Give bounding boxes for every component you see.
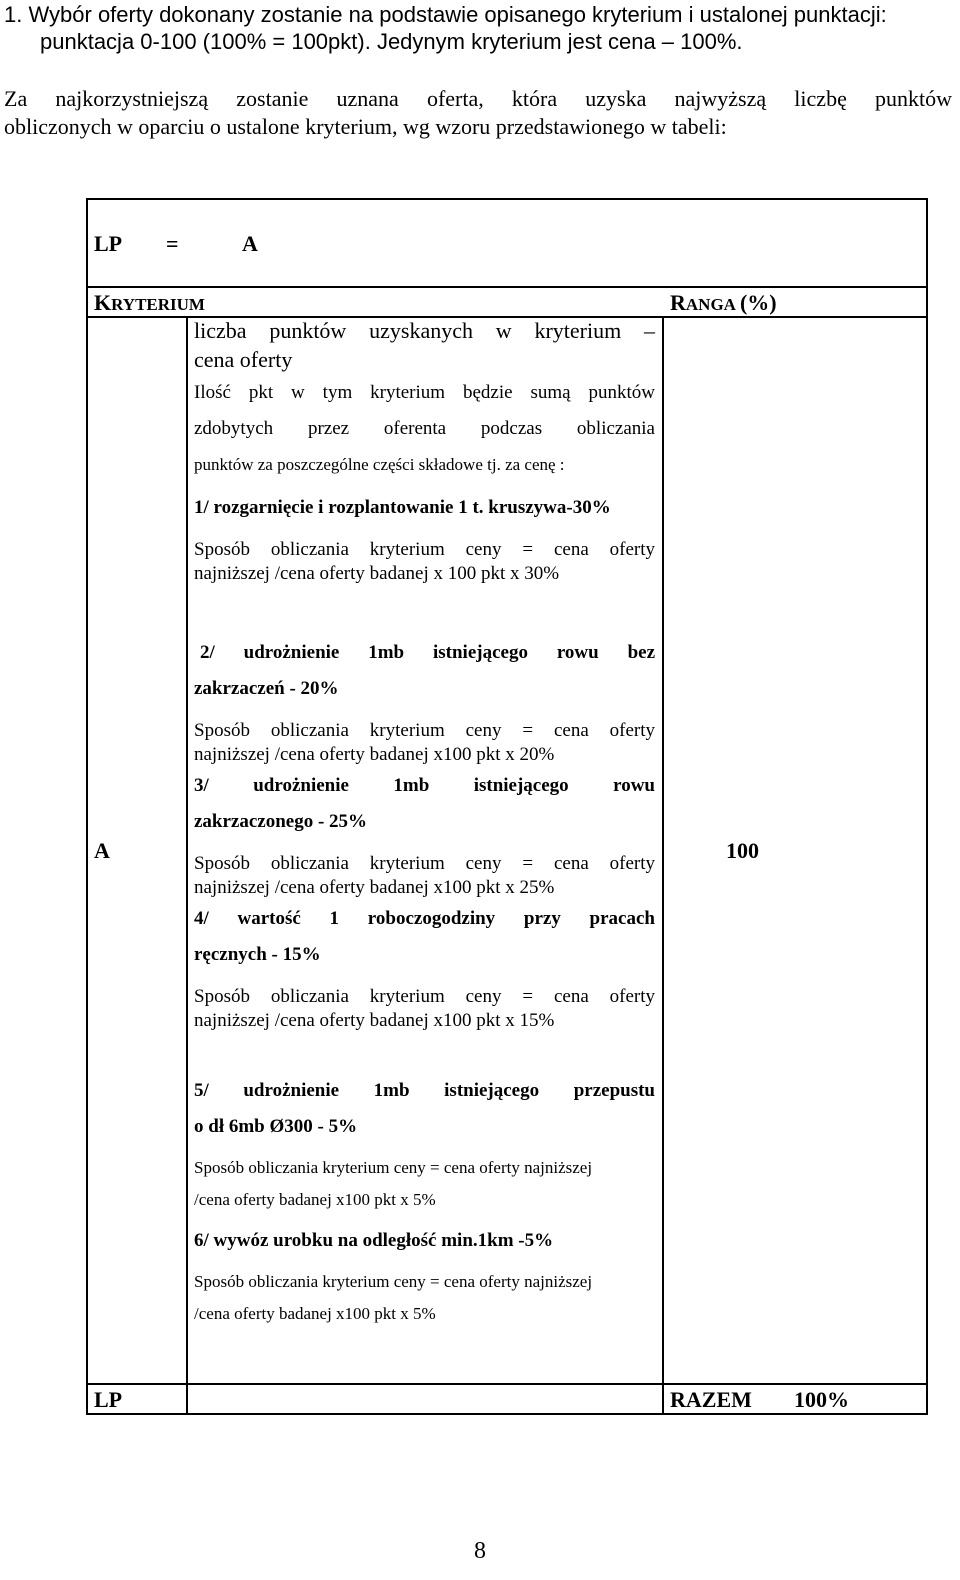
table-border-left bbox=[86, 198, 88, 1415]
formula-equals: = bbox=[166, 231, 179, 256]
criterion-1-title: 1/ rozgarnięcie i rozplantowanie 1 t. kruszywa-30% bbox=[194, 497, 611, 518]
criterion-2-title-line-2: zakrzaczeń - 20% bbox=[194, 678, 339, 699]
table-border-right bbox=[926, 198, 928, 1415]
criterion-5-title-line-2: o dł 6mb Ø300 - 5% bbox=[194, 1116, 358, 1137]
table-column-divider-2 bbox=[662, 316, 664, 1415]
formula-lp: LP bbox=[94, 231, 123, 256]
table-border-bottom bbox=[86, 1413, 928, 1415]
criteria-desc-line-2: zdobytych przez oferenta podczas obliczania bbox=[194, 418, 655, 439]
criterion-5-formula-line-1: Sposób obliczania kryterium ceny = cena oferty najniższej bbox=[194, 1158, 593, 1177]
header-kryterium: KRYTERIUM bbox=[94, 290, 205, 315]
footer-total: 100% bbox=[794, 1387, 849, 1412]
criterion-6-title: 6/ wywóz urobku na odległość min.1km -5% bbox=[194, 1230, 554, 1251]
formula-a: A bbox=[242, 231, 258, 256]
table-row-divider-1 bbox=[86, 286, 928, 288]
criterion-4-title-line-1: 4/ wartość 1 roboczogodziny przy pracach bbox=[194, 908, 655, 929]
table-column-divider-1 bbox=[186, 316, 188, 1415]
criteria-intro-line-1: liczba punktów uzyskanych w kryterium – bbox=[194, 318, 655, 343]
criterion-1-formula-line-1: Sposób obliczania kryterium ceny = cena oferty bbox=[194, 539, 655, 560]
table-border-top bbox=[86, 198, 928, 200]
criteria-intro-line-2: cena oferty bbox=[194, 347, 293, 372]
footer-razem: RAZEM bbox=[670, 1387, 752, 1412]
table-row-divider-3 bbox=[86, 1383, 928, 1385]
criterion-4-formula-line-2: najniższej /cena oferty badanej x100 pkt x 15% bbox=[194, 1010, 555, 1031]
criterion-6-formula-line-2: /cena oferty badanej x100 pkt x 5% bbox=[194, 1304, 436, 1323]
criterion-3-formula-line-1: Sposób obliczania kryterium ceny = cena oferty bbox=[194, 853, 655, 874]
footer-lp: LP bbox=[94, 1387, 123, 1412]
criteria-desc-line-3: punktów za poszczególne części składowe tj. za cenę : bbox=[194, 455, 565, 474]
intro-paragraph-line-1: Za najkorzystniejszą zostanie uznana oferta, która uzyska najwyższą liczbę punktów bbox=[4, 86, 952, 111]
page-number: 8 bbox=[474, 1538, 486, 1564]
criterion-2-title-line-1: 2/ udrożnienie 1mb istniejącego rowu bez bbox=[200, 642, 655, 663]
criterion-3-title-line-2: zakrzaczonego - 25% bbox=[194, 811, 368, 832]
criterion-2-formula-line-2: najniższej /cena oferty badanej x100 pkt x 20% bbox=[194, 744, 555, 765]
criterion-3-formula-line-2: najniższej /cena oferty badanej x100 pkt x 25% bbox=[194, 877, 555, 898]
criterion-4-formula-line-1: Sposób obliczania kryterium ceny = cena oferty bbox=[194, 986, 655, 1007]
intro-item-line-1: 1. Wybór oferty dokonany zostanie na podstawie opisanego kryterium i ustalonej punktacji: bbox=[4, 2, 887, 27]
intro-item-line-2: punktacja 0-100 (100% = 100pkt). Jedynym kryterium jest cena – 100%. bbox=[40, 29, 743, 54]
criterion-5-formula-line-2: /cena oferty badanej x100 pkt x 5% bbox=[194, 1190, 436, 1209]
header-ranga: RANGA (%) bbox=[670, 290, 777, 315]
ranga-value: 100 bbox=[726, 838, 759, 863]
criterion-3-title-line-1: 3/ udrożnienie 1mb istniejącego rowu bbox=[194, 775, 655, 796]
criterion-2-formula-line-1: Sposób obliczania kryterium ceny = cena oferty bbox=[194, 720, 655, 741]
criterion-4-title-line-2: ręcznych - 15% bbox=[194, 944, 321, 965]
criterion-6-formula-line-1: Sposób obliczania kryterium ceny = cena oferty najniższej bbox=[194, 1272, 593, 1291]
criteria-desc-line-1: Ilość pkt w tym kryterium będzie sumą punktów bbox=[194, 382, 655, 403]
criterion-1-formula-line-2: najniższej /cena oferty badanej x 100 pkt x 30% bbox=[194, 563, 560, 584]
intro-paragraph-line-2: obliczonych w oparciu o ustalone kryterium, wg wzoru przedstawionego w tabeli: bbox=[4, 114, 727, 139]
row-label-a: A bbox=[94, 838, 110, 863]
criterion-5-title-line-1: 5/ udrożnienie 1mb istniejącego przepustu bbox=[194, 1080, 655, 1101]
